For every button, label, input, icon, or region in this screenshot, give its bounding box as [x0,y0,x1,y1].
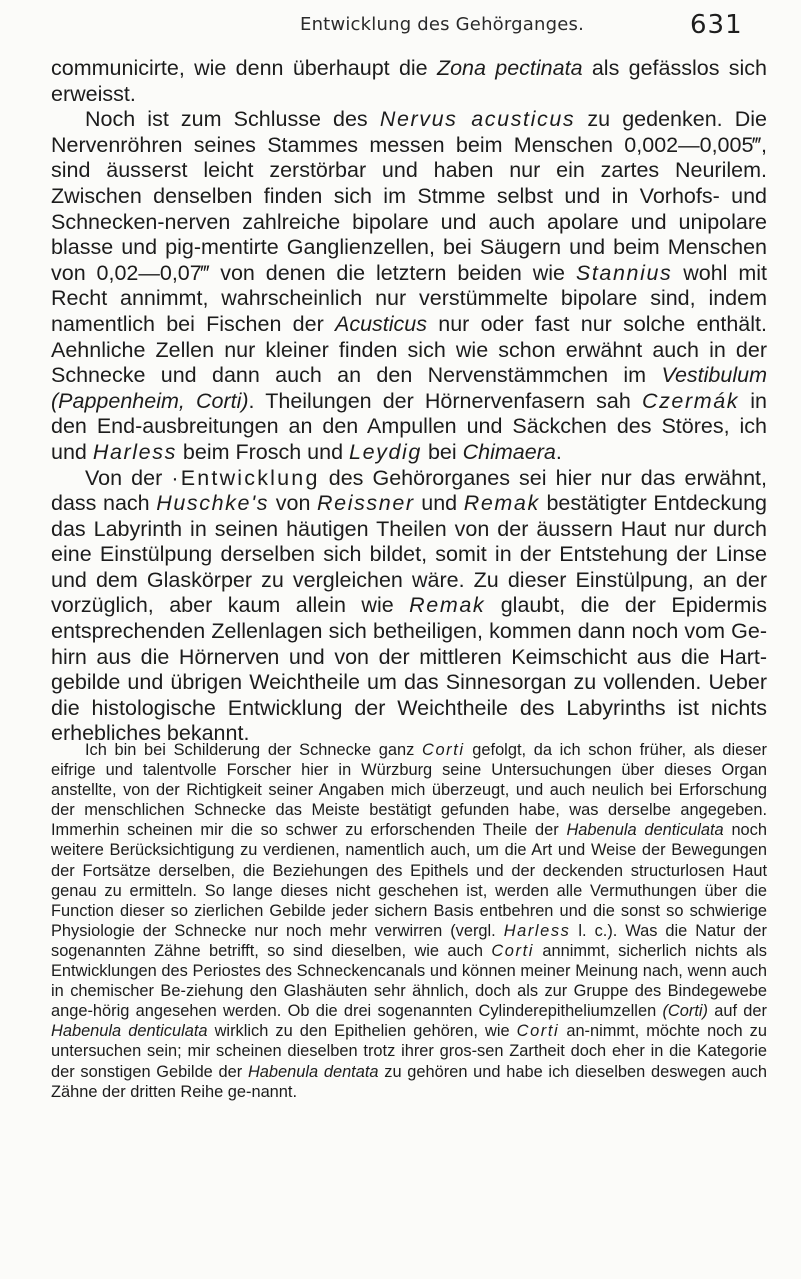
text-run: als gefässlos sich erweisst. [51,56,767,106]
text-run: Von der [85,465,172,490]
text-run: glaubt, die der Epidermis entsprechenden Zellenlagen sich betheiligen, kommen dann noch vom Ge-hirn aus die Hörnerven und von der mittleren Keimschicht aus die Hart-gebilde und übrigen Weichtheile um das Sinnesorgan zu vollenden. Ueber die histologische Entwicklung der Weichtheile des Labyrinths ist nichts erhebliches bekannt. [51,593,767,746]
text-run: . [555,439,562,464]
author-name: Corti [422,741,465,759]
italic-term: Habenula dentata [247,1062,379,1081]
author-name: Huschke's [156,491,270,516]
text-run: zu gehören und habe ich dieselben deswegen auch Zähne der dritten Reihe ge-nannt. [51,1062,767,1101]
text-run: communicirte, wie denn überhaupt die [51,56,437,80]
author-name: Leydig [349,439,422,464]
page-number: 631 [690,10,743,40]
author-name: Stannius [575,260,673,285]
author-name: Remak [409,593,486,618]
text-run: zu gedenken. Die Nervenröhren seines Stammes messen beim Menschen 0,002—0,005‴, sind äusserst leicht zerstörbar und haben nur ein zartes Neurilem. Zwischen denselben finden sich im Stmme selbst und in Vorhofs- und Schnecken-nerven zahlreiche bipolare und auch apolare und unipolare blasse und pig-mentirte Ganglienzellen, bei Säugern und beim Menschen von 0,02—0,07‴ von denen die letztern beiden wie [51,107,768,285]
text-run: wohl mit Recht annimmt, wahrscheinlich nur verstümmelte bipolare sind, indem namentlich bei Fischen der [51,260,767,336]
italic-term: Vestibulum (Pappenheim, Corti) [51,363,767,413]
text-run: wirklich zu den Epithelien gehören, wie [207,1022,517,1041]
text-run: l. c.). Was die Natur der sogenannten Zähne betrifft, so sind dieselben, wie auch [51,921,767,960]
text-run: Ich bin bei Schilderung der Schnecke ganz [85,741,423,759]
italic-term: (Corti) [662,1002,708,1021]
spaced-term: ·Entwicklung [171,465,320,490]
author-name: Harless [92,439,177,464]
author-name: Reissner [317,491,415,516]
text-run: beim Frosch und [176,439,350,464]
italic-term: Acusticus [335,311,428,336]
italic-term: Zona pectinata [436,56,583,80]
text-run: annimmt, sicherlich nichts als Entwicklungen des Periostes des Schneckencanals und können meiner Meinung nach, wenn auch in chemischer Be-ziehung den Glashäuten sehr ähnlich, doch als zur Gruppe des Bindegewebe ange-hörig angesehen werden. Ob die drei sogenannten Cylinderepitheliumzellen [51,941,767,1021]
author-name: Harless [503,921,571,940]
running-head: Entwicklung des Gehörganges. [300,14,585,35]
paragraph-continuation [51,56,767,107]
text-run: bestätigter Entdeckung das Labyrinth in seinen häutigen Theilen von der äussern Haut nur durch eine Einstülpung derselben sich bildet, somit in der Entstehung der Linse und dem Glaskörper zu vergleichen wäre. Zu dieser Einstülpung, an der vorzüglich, aber kaum allein wie [51,491,767,618]
italic-term: Habenula denticulata [566,821,724,840]
text-run: an-nimmt, möchte noch zu untersuchen sein; mir scheinen dieselben trotz ihrer gros-sen Zartheit doch eher in die Kategorie der sonstigen Gebilde der [51,1022,767,1081]
italic-term: Chimaera [462,439,556,464]
footnote-block [51,740,767,1102]
text-run: bei [421,439,463,464]
text-run: gefolgt, da ich schon früher, als dieser eifrige und talentvolle Forscher hier in Würzburg seine Untersuchungen über dieses Organ anstellte, von der Richtigkeit seiner Angaben mich überzeugt, und auch neulich bei Erforschung der menschlichen Schnecke das Meiste bestätigt gefunden habe, was derselbe angegeben. Immerhin scheinen mir die so schwer zu erforschenden Theile der [51,741,767,840]
paragraph-nervus-acusticus [51,107,767,465]
spaced-term: Nervus acusticus [379,107,576,132]
text-run: und [414,491,464,516]
main-text [51,56,767,747]
author-name: Remak [463,491,540,516]
text-run: des Gehörorganes sei hier nur das erwähnt, dass nach [51,465,767,516]
text-run: nur oder fast nur solche enthält. Aehnliche Zellen nur kleiner finden sich wie schon erwähnt auch in der Schnecke und dann auch an den Nervenstämmchen im [51,311,767,388]
italic-term: Habenula denticulata [51,1022,208,1041]
text-run: Noch ist zum Schlusse des [85,107,380,132]
author-name: Corti [516,1022,560,1041]
text-run: in den End-ausbreitungen an den Ampullen und Säckchen des Störes, ich und [51,388,767,464]
paragraph-entwicklung [51,466,767,748]
text-run: auf der [707,1002,767,1021]
text-run: . Theilungen der Hörnervenfasern sah [248,388,642,413]
text-run: noch weitere Berücksichtigung zu verdienen, namentlich auch, um die Art und Weise der Bewegungen der Fortsätze derselben, die Beziehungen des Epithels und der deckenden structurlosen Haut genau zu ermitteln. So lange dieses nicht geschehen ist, werden alle Vermuthungen über die Function dieser so zierlichen Gebilde jeder sichern Basis entbehren und die sonst so schwierige Physiologie der Schnecke nur noch mehr verwirren (vergl. [51,821,767,940]
note-paragraph [51,740,767,1102]
author-name: Corti [491,941,534,960]
author-name: Czermák [641,388,740,413]
text-run: von [269,491,318,516]
